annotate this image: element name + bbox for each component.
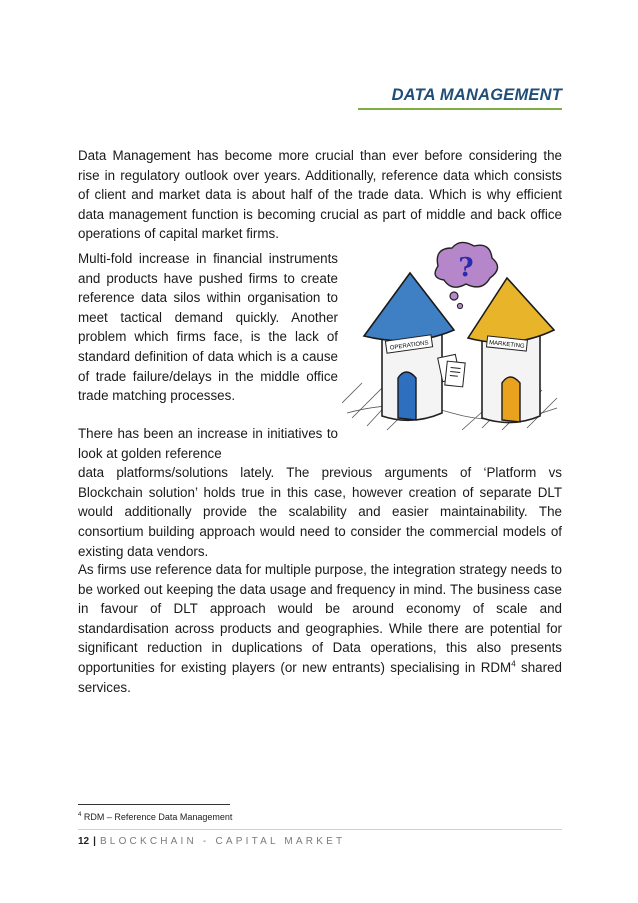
paragraph-golden-reference-lead: There has been an increase in initiatives to look at golden reference [78,426,338,461]
heading-underline [358,108,562,110]
running-title: BLOCKCHAIN - CAPITAL MARKET [99,836,346,847]
paragraph-multifold: Multi-fold increase in financial instruments and products have pushed firms to create reference data silos within organisation to meet tactical demand quickly. Another problem which firms face, is the lack of standard definition of data which is a cause of trade failure/delays in the middle office trade matching processes. [78,251,338,404]
paragraph-golden-reference-rest: data platforms/solutions lately. The previous arguments of ‘Platform vs Blockchain solution’ holds true in this case, however creation of separate DLT would additionally provide the scalability and easier maintainability. The consortium building approach would need to consider the commercial models of existing data vendors. [78,465,562,559]
right-door [502,377,520,422]
footnote-text: RDM – Reference Data Management [81,812,233,822]
footnote-divider [78,804,230,805]
question-mark-icon: ? [458,253,474,283]
footer-separator: | [93,836,96,847]
right-sign-label: MARKETING [488,340,525,350]
left-roof [364,273,454,341]
right-roof [468,278,554,343]
page-number: 12 [78,836,90,847]
paragraph-integration-tail: shared services. [78,659,562,695]
footer-divider [78,829,562,830]
footnote-mark: 4 [78,812,82,818]
left-door [398,372,416,420]
page-footer [78,836,345,847]
paragraph-golden-reference [78,424,562,561]
paragraph-integration-text: As firms use reference data for multiple purpose, the integration strategy needs to be worked out keeping the data usage and frequency in mind. The business case in favour of DLT approach would be around economy of scale and standardisation across products and geographies. While there are potential for significant reduction in duplications of Data operations, this also presents opportunities for existing players (or new entrants) specialising in RDM [78,562,562,675]
footnote-reference[interactable]: 4 [511,659,516,669]
thought-bubble [435,242,497,308]
left-sign-label: OPERATIONS [389,340,429,352]
footnote [78,812,232,822]
paragraph-integration [78,560,562,697]
section-heading: DATA MANAGEMENT [391,86,562,104]
paragraph-intro: Data Management has become more crucial than ever before considering the rise in regulatory outlook over years. Additionally, reference data which consists of client and market data is about half of the trade data. Which is why efficient data management function is becoming crucial as part of middle and back office operations of capital market firms. [78,148,562,242]
two-houses-illustration [342,238,564,434]
